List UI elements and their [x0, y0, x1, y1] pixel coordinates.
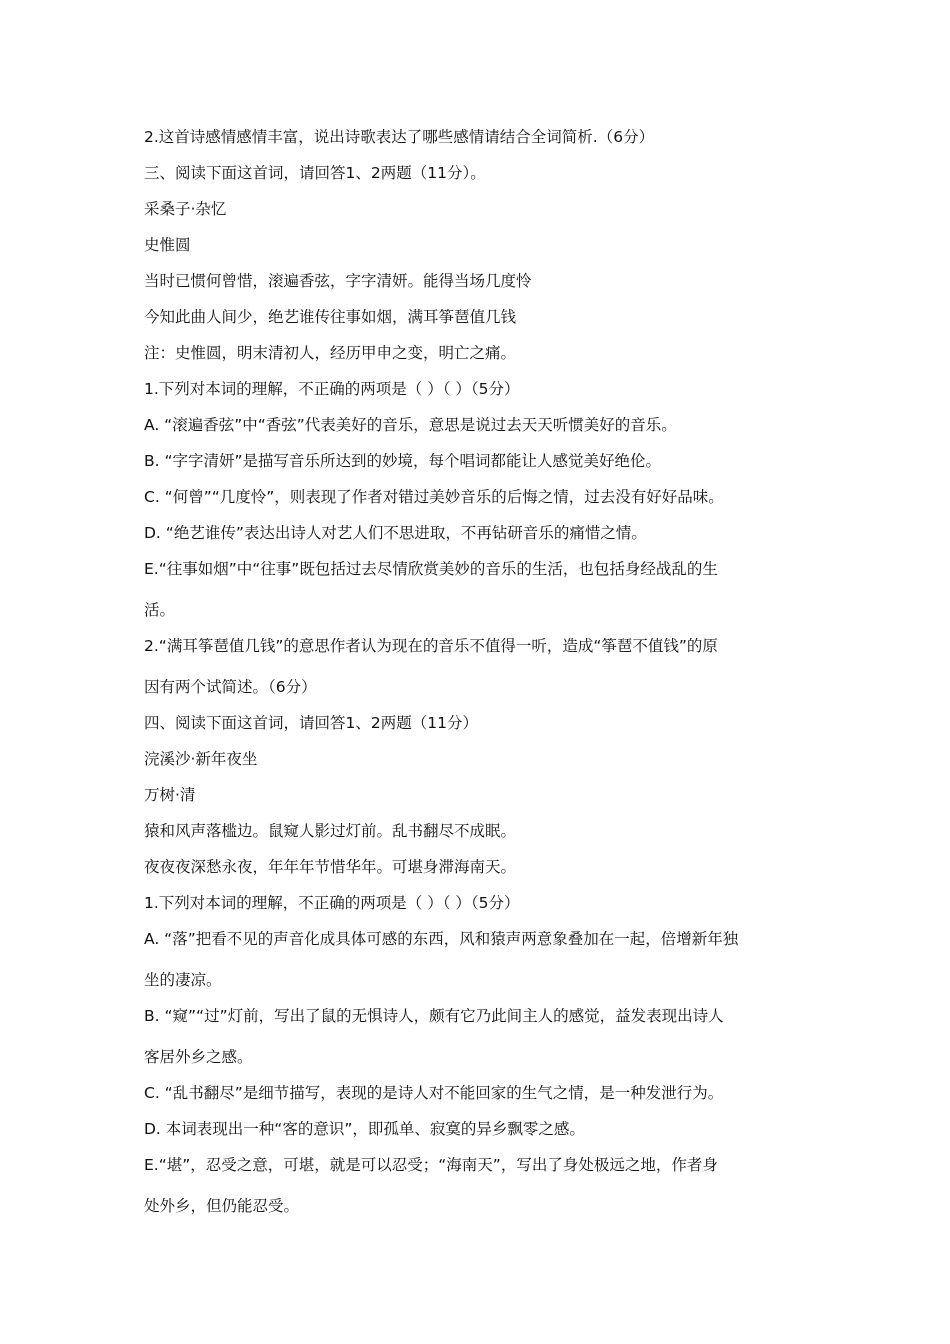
section-3-option-b: B. “字字清妍”是描写音乐所达到的妙境，每个唱词都能让人感觉美好绝伦。	[144, 452, 662, 470]
section-3-option-d: D. “绝艺谁传”表达出诗人对艺人们不思进取，不再钻研音乐的痛惜之情。	[144, 524, 647, 542]
poem-2-author: 万树·清	[144, 786, 196, 804]
poem-2-title: 浣溪沙·新年夜坐	[144, 750, 258, 768]
poem-2-stanza-2: 夜夜夜深愁永夜，年年年节惜华年。可堪身滞海南天。	[144, 858, 517, 876]
section-3-option-e-cont: 活。	[144, 601, 176, 619]
section-3-option-a: A. “滚遍香弦”中“香弦”代表美好的音乐，意思是说过去天天听惯美好的音乐。	[144, 416, 677, 434]
poem-1-stanza-1: 当时已惯何曾惜，滚遍香弦，字字清妍。能得当场几度怜	[144, 272, 532, 290]
section-4-option-d: D. 本词表现出一种“客的意识”，即孤单、寂寞的异乡飘零之感。	[144, 1120, 585, 1138]
section-3-question-2-cont: 因有两个试简述。（6分）	[144, 678, 317, 696]
section-3-heading: 三、阅读下面这首词，请回答1、2两题（11分）。	[144, 164, 486, 182]
poem-1-note: 注：史惟圆，明末清初人，经历甲申之变，明亡之痛。	[144, 344, 517, 362]
section-3-option-e: E.“往事如烟”中“往事”既包括过去尽情欣赏美妙的音乐的生活，也包括身经战乱的生	[144, 560, 718, 578]
section-4-option-e: E.“堪”，忍受之意，可堪，就是可以忍受；“海南天”，写出了身处极远之地，作者身	[144, 1156, 718, 1174]
section-3-question-1: 1.下列对本词的理解，不正确的两项是（ ）（ ）（5分）	[144, 380, 520, 398]
question-2-poem-emotions: 2.这首诗感情感情丰富，说出诗歌表达了哪些感情请结合全词简析.（6分）	[144, 128, 655, 146]
section-3-option-c: C. “何曾”“几度怜”，则表现了作者对错过美妙音乐的后悔之情，过去没有好好品味。	[144, 488, 724, 506]
poem-1-title: 采桑子·杂忆	[144, 200, 227, 218]
section-4-option-b-cont: 客居外乡之感。	[144, 1048, 253, 1066]
section-4-option-a-cont: 坐的凄凉。	[144, 971, 222, 989]
section-4-heading: 四、阅读下面这首词，请回答1、2两题（11分）	[144, 714, 478, 732]
section-4-option-b: B. “窥”“过”灯前，写出了鼠的无惧诗人，颇有它乃此间主人的感觉，益发表现出诗人	[144, 1007, 724, 1025]
poem-1-stanza-2: 今知此曲人间少，绝艺谁传往事如烟，满耳筝琶值几钱	[144, 308, 517, 326]
section-3-question-2: 2.“满耳筝琶值几钱”的意思作者认为现在的音乐不值得一听，造成“筝琶不值钱”的原	[144, 637, 718, 655]
section-4-option-e-cont: 处外乡，但仍能忍受。	[144, 1197, 300, 1215]
section-4-option-c: C. “乱书翻尽”是细节描写，表现的是诗人对不能回家的生气之情，是一种发泄行为。	[144, 1084, 724, 1102]
poem-2-stanza-1: 猿和风声落槛边。鼠窥人影过灯前。乱书翻尽不成眠。	[144, 822, 517, 840]
section-4-question-1: 1.下列对本词的理解，不正确的两项是（ ）（ ）（5分）	[144, 894, 520, 912]
section-4-option-a: A. “落”把看不见的声音化成具体可感的东西，风和猿声两意象叠加在一起，倍增新年独	[144, 930, 739, 948]
poem-1-author: 史惟圆	[144, 236, 191, 254]
